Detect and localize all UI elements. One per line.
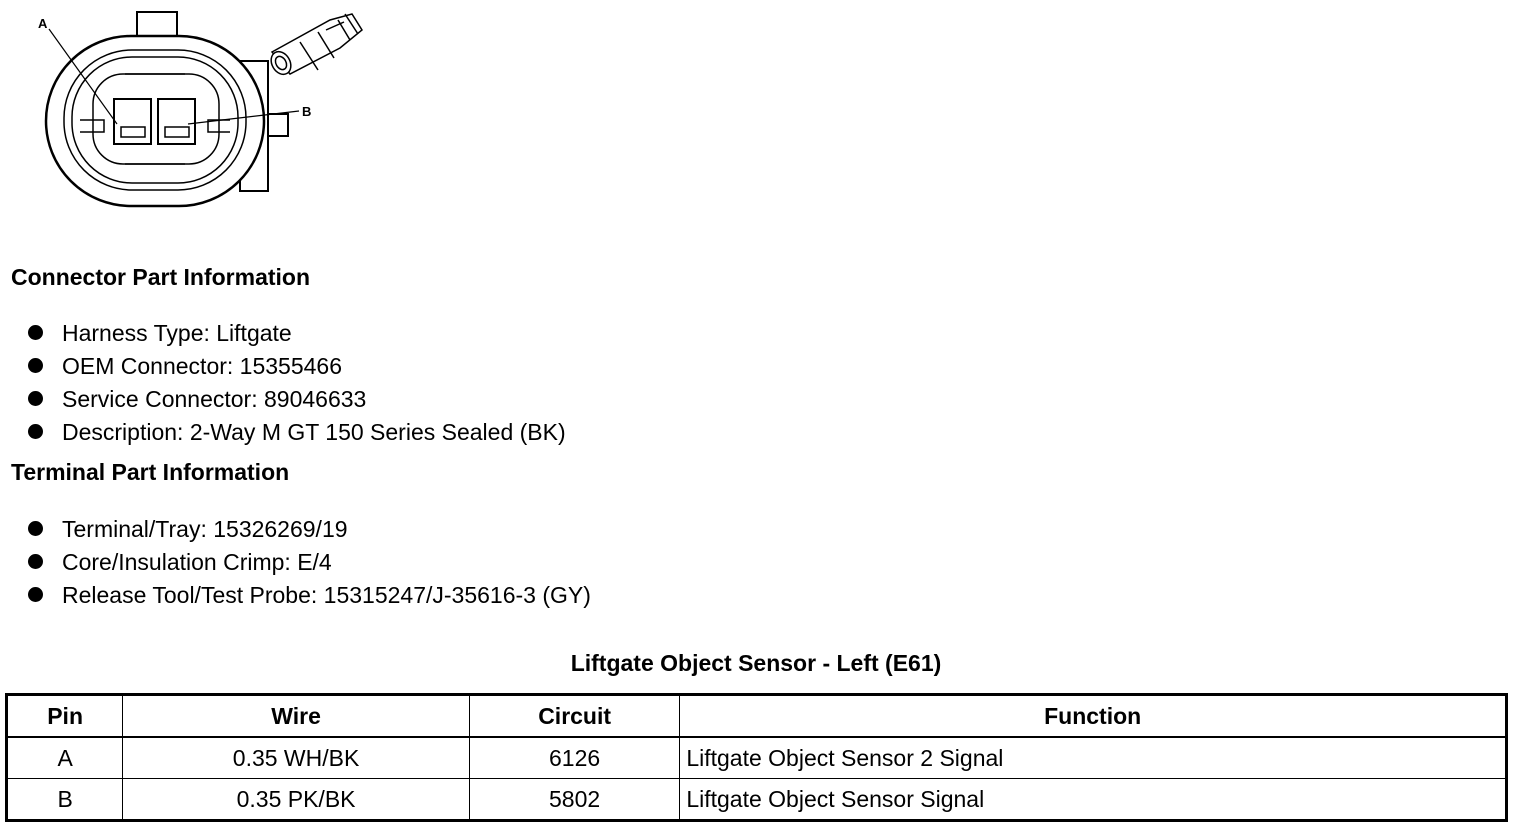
list-item bbox=[28, 350, 566, 383]
list-item-text: Harness Type: Liftgate bbox=[62, 320, 292, 346]
cell-circuit: 6126 bbox=[469, 737, 679, 779]
list-item bbox=[28, 546, 591, 579]
terminal-illustration bbox=[267, 14, 362, 78]
column-header-wire: Wire bbox=[123, 695, 470, 738]
pinout-table bbox=[5, 693, 1508, 822]
list-item bbox=[28, 416, 566, 449]
cell-pin: B bbox=[7, 779, 123, 821]
cell-function: Liftgate Object Sensor Signal bbox=[680, 779, 1507, 821]
list-item bbox=[28, 383, 566, 416]
list-item bbox=[28, 513, 591, 546]
bullet-icon bbox=[28, 391, 43, 406]
column-header-function: Function bbox=[680, 695, 1507, 738]
pin-label-a: A bbox=[38, 16, 48, 31]
table-title: Liftgate Object Sensor - Left (E61) bbox=[570, 650, 942, 676]
bullet-icon bbox=[28, 325, 43, 340]
cell-pin: A bbox=[7, 737, 123, 779]
terminal-part-info-heading: Terminal Part Information bbox=[11, 459, 290, 485]
connector-part-info-heading: Connector Part Information bbox=[11, 264, 311, 290]
cell-wire: 0.35 WH/BK bbox=[123, 737, 470, 779]
pin-label-b: B bbox=[302, 104, 312, 119]
cell-function: Liftgate Object Sensor 2 Signal bbox=[680, 737, 1507, 779]
cell-circuit: 5802 bbox=[469, 779, 679, 821]
list-item-text: Core/Insulation Crimp: E/4 bbox=[62, 549, 332, 575]
list-item-text: Release Tool/Test Probe: 15315247/J-35616-3 (GY) bbox=[62, 582, 591, 608]
table-row bbox=[7, 737, 1507, 779]
list-item-text: Description: 2-Way M GT 150 Series Sealed (BK) bbox=[62, 419, 566, 445]
bullet-icon bbox=[28, 521, 43, 536]
cell-wire: 0.35 PK/BK bbox=[123, 779, 470, 821]
list-item-text: Service Connector: 89046633 bbox=[62, 386, 367, 412]
column-header-circuit: Circuit bbox=[469, 695, 679, 738]
list-item bbox=[28, 579, 591, 612]
connector-face-diagram bbox=[0, 0, 380, 215]
connector-part-info-list bbox=[28, 317, 566, 449]
column-header-pin: Pin bbox=[7, 695, 123, 738]
terminal-part-info-list bbox=[28, 513, 591, 612]
table-row bbox=[7, 779, 1507, 821]
list-item-text: OEM Connector: 15355466 bbox=[62, 353, 343, 379]
bullet-icon bbox=[28, 358, 43, 373]
list-item bbox=[28, 317, 566, 350]
list-item-text: Terminal/Tray: 15326269/19 bbox=[62, 516, 348, 542]
bullet-icon bbox=[28, 424, 43, 439]
table-header-row bbox=[7, 695, 1507, 738]
bullet-icon bbox=[28, 587, 43, 602]
bullet-icon bbox=[28, 554, 43, 569]
